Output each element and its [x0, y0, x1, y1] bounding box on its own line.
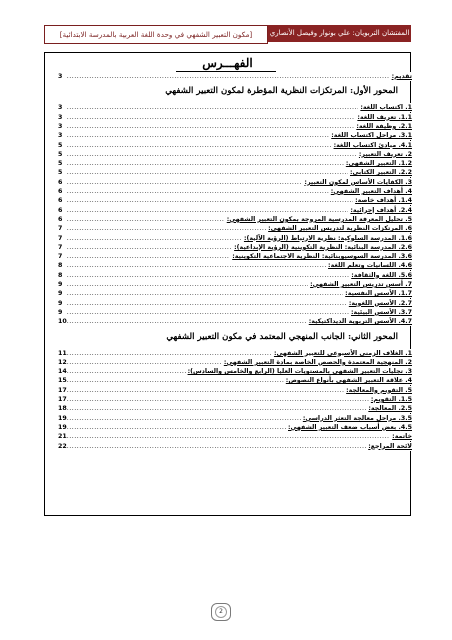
toc-entry-page: 6: [58, 215, 63, 223]
toc-entry-label: 4. علاقة التعبير الشفهي بأنواع النصوص:: [285, 377, 412, 385]
toc-entry[interactable]: [58, 131, 412, 140]
toc-entry-page: 8: [58, 262, 63, 270]
toc-entry-page: 3: [58, 113, 63, 121]
toc-entry-label: خاتمة:: [392, 433, 412, 441]
toc-entry-page: 7: [58, 225, 63, 233]
toc-entry[interactable]: [58, 187, 412, 196]
toc-entry-page: 3: [58, 132, 63, 140]
toc-entry-label: 1.2. التعبير الشفهي:: [345, 160, 412, 168]
toc-dot-leader: [66, 404, 412, 413]
toc-entry-page: 5: [58, 169, 63, 177]
toc-entry-page: 7: [58, 243, 63, 251]
toc-entry[interactable]: [58, 395, 412, 404]
toc-entry-label: 4.6. اللسانيات وتعلم اللغة:: [328, 262, 412, 270]
toc-entry-page: 10: [58, 318, 67, 326]
toc-dot-leader: [66, 442, 412, 451]
toc-entry-label: 7. أسس تدريس التعبير الشفهي:: [310, 281, 412, 288]
toc-entry[interactable]: [58, 280, 412, 289]
toc-entry[interactable]: [58, 261, 412, 270]
toc-entry[interactable]: [58, 243, 412, 252]
header-book-title: [مكون التعبير الشفهي في وحدة اللغة العربية بالمدرسة الابتدائية]: [44, 25, 268, 44]
toc-axis-heading: المحور الأول: المرتكزات النظرية المؤطرة لمكون التعبير الشفهي: [165, 86, 398, 97]
toc-entry-label: تقديم:: [391, 73, 412, 80]
toc-entry[interactable]: [58, 206, 412, 215]
toc-entry-page: 6: [58, 188, 63, 195]
toc-entry-label: 1.4. أهداف خاصة:: [355, 197, 412, 205]
toc-entry-label: 5. تحليل المعرفة المدرسية المروجة بمكون التعبير الشفهي:: [226, 215, 412, 223]
toc-entry-label: 2. المنهجية المعتمدة والحصص الخاصة بمادة التعبير الشفهي:: [223, 358, 412, 366]
toc-entry[interactable]: [58, 72, 412, 81]
toc-dot-leader: [66, 72, 412, 81]
toc-entry[interactable]: [58, 432, 412, 441]
toc-entry-page: 15: [58, 377, 67, 385]
toc-entry-label: 1.7. الأسس النفسية:: [345, 290, 412, 298]
toc-entry[interactable]: [58, 442, 412, 451]
toc-entry[interactable]: [58, 299, 412, 308]
header-authors: المفتشان التربويان: علي بونوار وفيصل الأنصاري: [268, 25, 411, 42]
toc-entry-label: 1. اكتساب اللغة:: [360, 104, 412, 112]
toc-entry[interactable]: [58, 178, 412, 187]
toc-entry-label: 1.6. المدرسة السلوكية: نظرية الارتباط (الرؤية الآلية):: [243, 234, 412, 242]
toc-entry-page: 5: [58, 141, 63, 149]
toc-entry-label: لائحة المراجع:: [368, 442, 412, 450]
toc-entry-page: 3: [58, 73, 63, 80]
toc-entry[interactable]: [58, 168, 412, 177]
toc-entry[interactable]: [58, 141, 412, 150]
toc-entry-page: 5: [58, 150, 63, 158]
toc-entry-page: 7: [58, 234, 63, 242]
toc-entry-label: 2.4. أهداف إجرائية:: [350, 206, 412, 214]
toc-entry[interactable]: [58, 122, 412, 131]
toc-entry-page: 6: [58, 178, 63, 186]
toc-entry[interactable]: [58, 317, 412, 326]
toc-entry[interactable]: [58, 150, 412, 159]
toc-entry[interactable]: [58, 404, 412, 413]
toc-entry-label: 3.6. المدرسة السوسيوبنائية: النظرية الاجتماعية التكوينية:: [232, 253, 412, 261]
toc-entry-label: 5. التقويم والمعالجة:: [346, 386, 412, 394]
toc-entry[interactable]: [58, 349, 412, 358]
toc-entry-label: 2. تعريف التعبير:: [358, 150, 412, 158]
toc-entry-label: 3.5. مراحل معالجة التعثر الدراسي:: [302, 414, 412, 422]
toc-entry-label: 2.7. الأسس اللغوية:: [348, 299, 412, 307]
toc-entry[interactable]: [58, 252, 412, 261]
toc-entry[interactable]: [58, 224, 412, 233]
toc-entry-page: 12: [58, 358, 67, 366]
toc-entry-page: 9: [58, 281, 63, 288]
toc-entry-page: 9: [58, 299, 63, 307]
toc-dot-leader: [66, 432, 412, 441]
toc-entry[interactable]: [58, 113, 412, 122]
toc-entry-page: 8: [58, 271, 63, 279]
toc-entry[interactable]: [58, 386, 412, 395]
toc-entry[interactable]: [58, 103, 412, 112]
toc-entry-page: 9: [58, 308, 63, 316]
toc-entry-label: 3.7. الأسس البيئية:: [350, 308, 412, 316]
toc-entry[interactable]: [58, 358, 412, 367]
toc-entry-label: 3. الكفايات الأساس لمكون التعبير:: [304, 178, 412, 186]
toc-entry-page: 19: [58, 423, 67, 431]
toc-entry[interactable]: [58, 289, 412, 298]
toc-entry-label: 2.6. المدرسة البنائية: النظرية التكوينية (الرؤية الإبداعية):: [234, 243, 412, 251]
toc-entry-label: 5.6. اللغة والثقافة:: [351, 271, 412, 279]
toc-entry[interactable]: [58, 196, 412, 205]
toc-entry-page: 6: [58, 197, 63, 205]
toc-entry-page: 17: [58, 386, 67, 394]
toc-entry-page: 3: [58, 104, 63, 112]
toc-title: الفهـــرس: [202, 56, 253, 70]
toc-entry-label: 4.7. الأسس التربوية الديداكتيكية:: [308, 318, 412, 326]
page-number: 2: [215, 606, 227, 618]
toc-entry-label: 3.1. مراحل اكتساب اللغة:: [331, 132, 412, 140]
toc-entry-label: 1. الغلاف الزمني الأسبوعي للتعبير الشفهي:: [273, 349, 412, 357]
toc-entry-page: 22: [58, 442, 67, 450]
toc-entry[interactable]: [58, 159, 412, 168]
toc-entry-page: 21: [58, 433, 67, 441]
toc-entry-page: 17: [58, 396, 67, 403]
toc-entry-label: 1.1. تعريف اللغة:: [357, 113, 412, 121]
toc-entry-label: 2.2. التعبير الكتابي:: [349, 169, 412, 177]
toc-entry-label: 4. أهداف التعبير الشفهي:: [330, 188, 412, 195]
toc-entry-page: 5: [58, 160, 63, 168]
toc-entry[interactable]: [58, 215, 412, 224]
toc-entry-page: 18: [58, 405, 67, 413]
toc-entry[interactable]: [58, 423, 412, 432]
toc-entry-label: 1.5. التقويم:: [370, 396, 412, 403]
page-number-ornament: [211, 603, 231, 621]
toc-entry-label: 2.1. وظيفة اللغة:: [356, 122, 412, 130]
toc-axis-heading: المحور الثاني: الجانب المنهجي المعتمد في مكون التعبير الشفهي: [166, 331, 398, 342]
toc-entry-page: 11: [58, 349, 67, 357]
toc-entry-page: 3: [58, 122, 63, 130]
toc-entry-label: 3. تجليات التعبير الشفهي بالمستويات العليا (الرابع والخامس والسادس):: [187, 368, 412, 376]
toc-entry-label: 4.5. بعض أسباب ضعف التعبير الشفهي:: [288, 423, 412, 431]
toc-entry[interactable]: [58, 376, 412, 385]
toc-entry-page: 19: [58, 414, 67, 422]
toc-entry-label: 2.5. المعالجة:: [368, 405, 412, 413]
toc-entry-label: 6. المرتكزات النظرية لتدريس التعبير الشفهي:: [268, 225, 412, 233]
toc-entry[interactable]: [58, 414, 412, 423]
toc-entry[interactable]: [58, 234, 412, 243]
toc-entry-page: 9: [58, 290, 63, 298]
toc-entry-page: 6: [58, 206, 63, 214]
toc-entry-page: 7: [58, 253, 63, 261]
toc-entry[interactable]: [58, 271, 412, 280]
toc-entry[interactable]: [58, 367, 412, 376]
toc-entry-label: 4.1. مبادئ اكتساب اللغة:: [333, 141, 412, 149]
toc-entry[interactable]: [58, 308, 412, 317]
toc-dot-leader: [66, 395, 412, 404]
toc-entry-page: 14: [58, 368, 67, 376]
